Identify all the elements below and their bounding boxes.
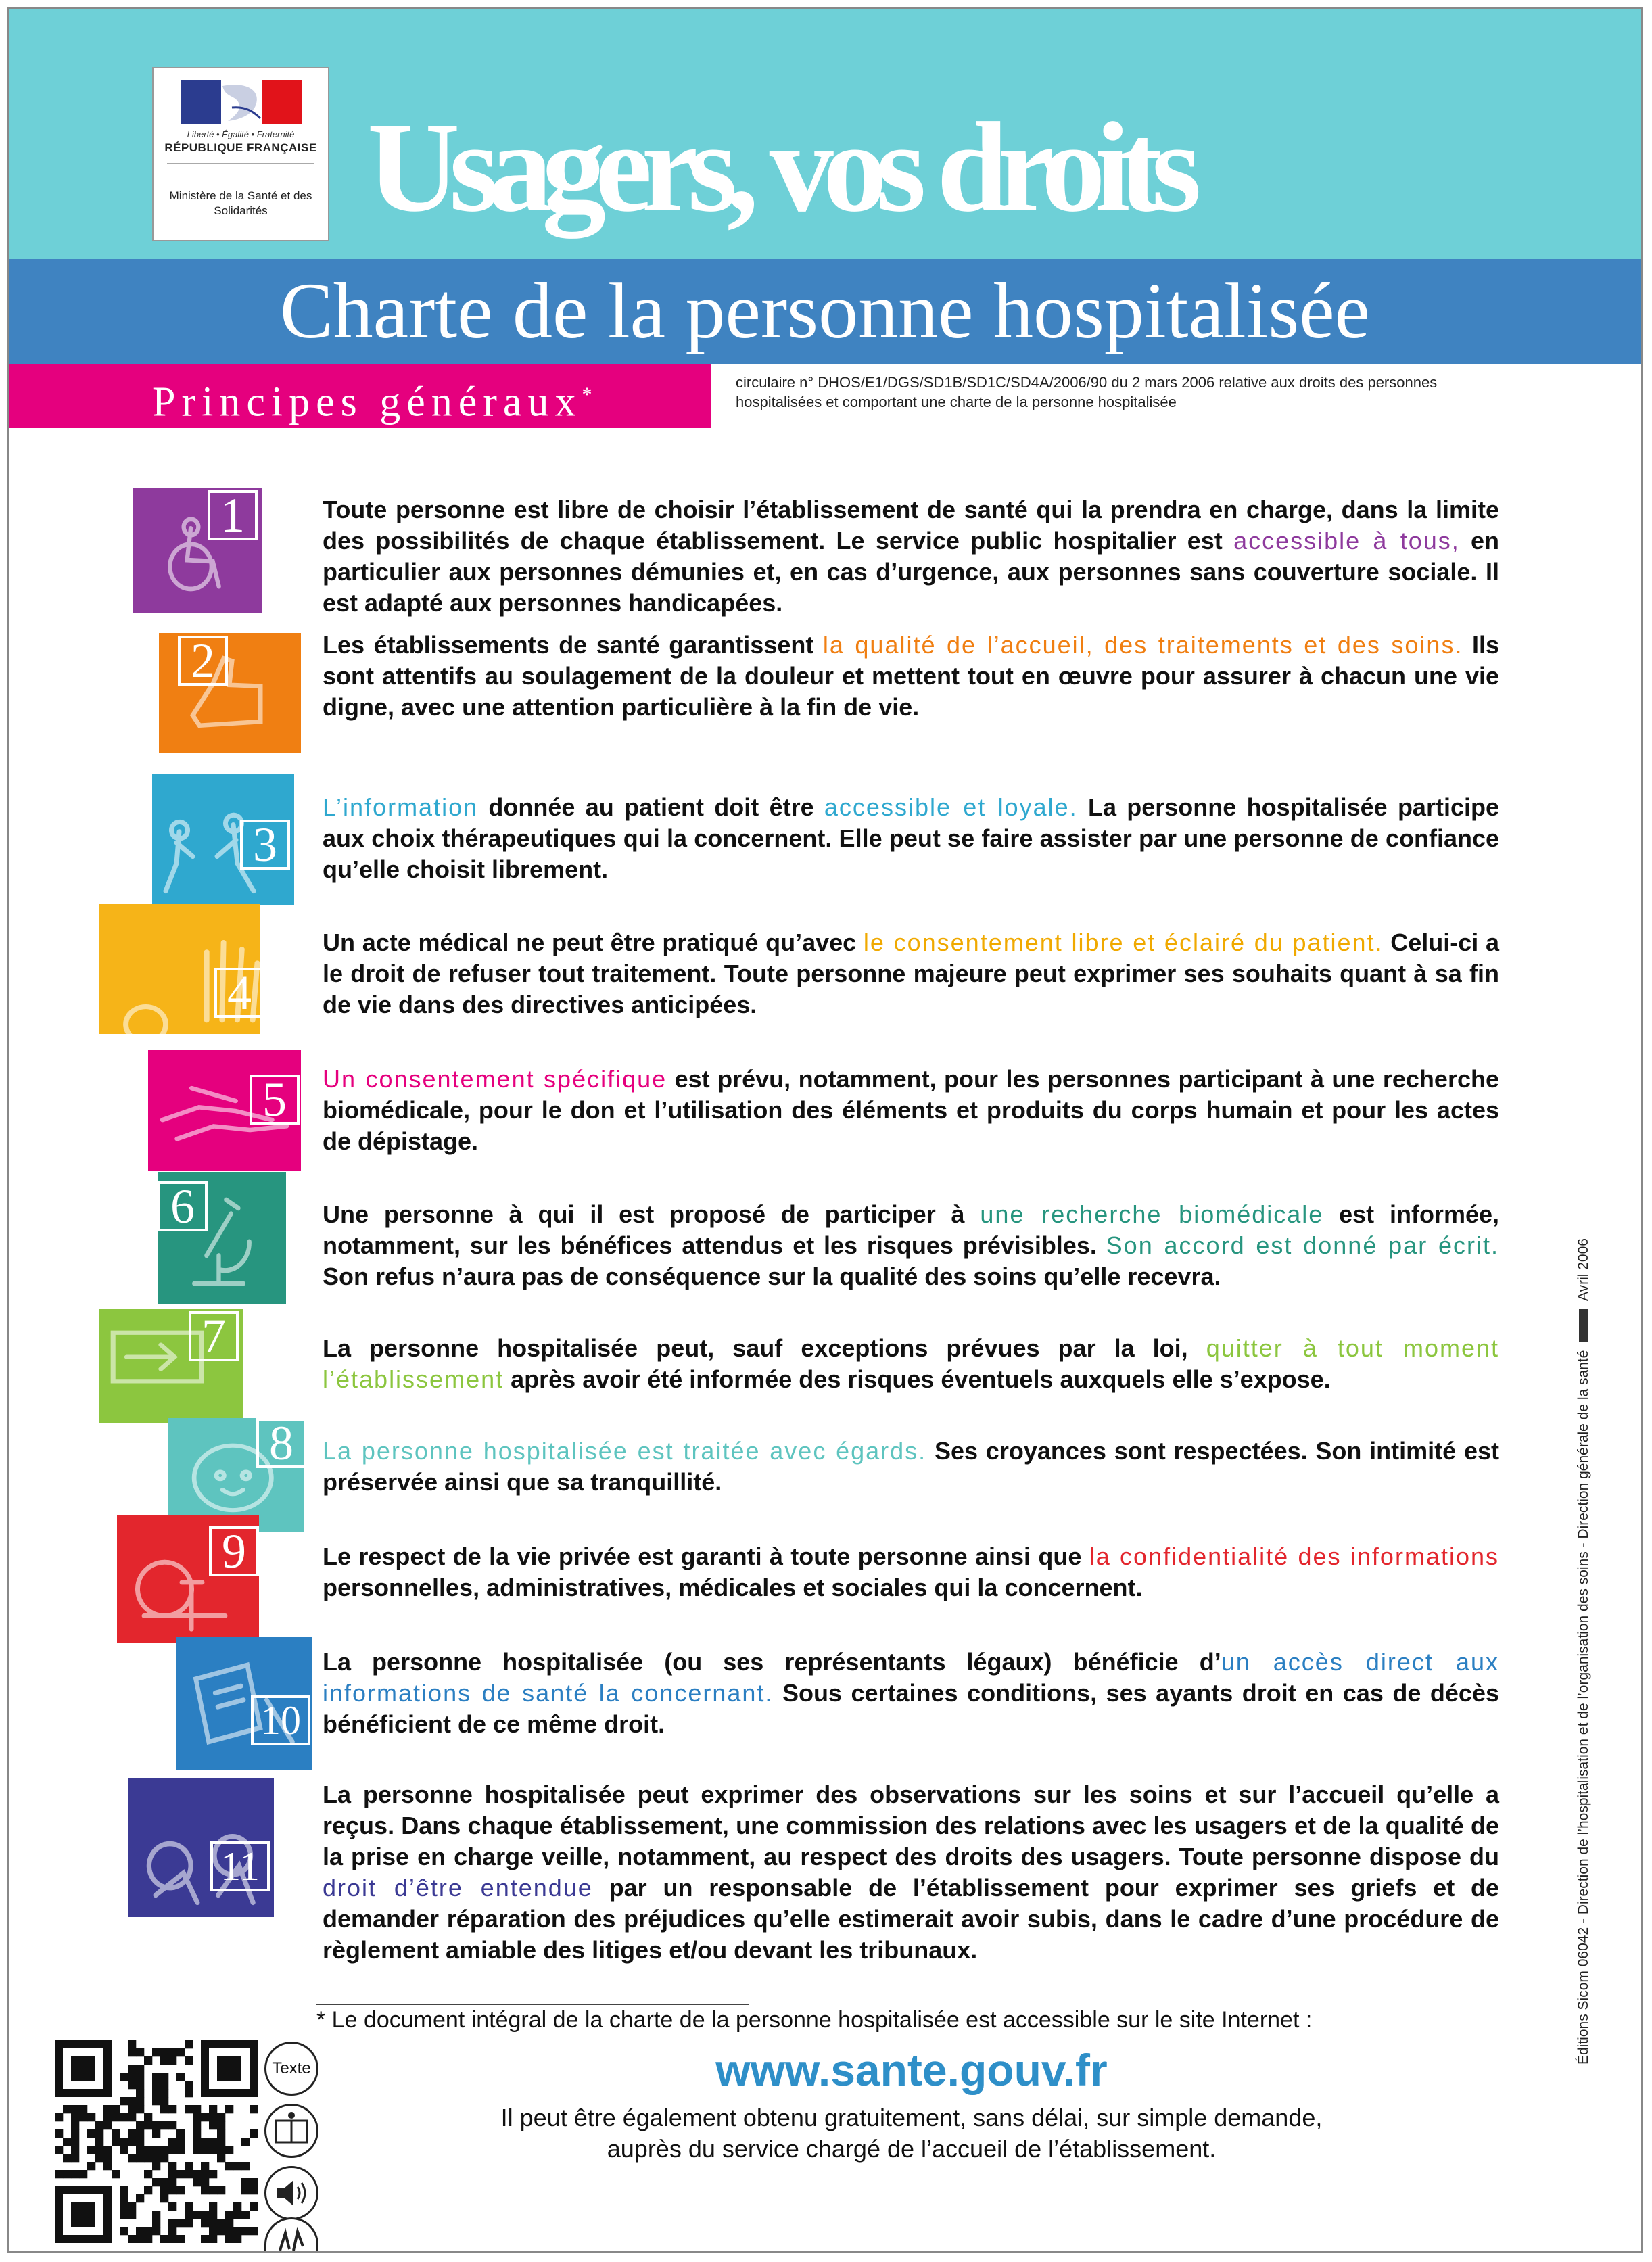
highlighted-phrase: Un consentement spécifique [323,1065,667,1093]
principle-phrase: Un acte médical ne peut être pratiqué qu’avec [323,928,864,956]
principle-1-text [323,494,1499,619]
principle-number: 5 [250,1075,300,1125]
people-talking-icon [152,774,294,905]
principle-phrase: La personne hospitalisée peut exprimer des observations sur les soins et sur l’accueil qu’elle a reçus. Dans chaque établissement, une commission des relations avec les usagers et de la qualité de la prise en charge veille, notamment, au respect des droits des usagers. Toute personne dispose du [323,1781,1499,1870]
logo-republic-name: RÉPUBLIQUE FRANÇAISE [164,141,317,154]
principle-10-text [323,1647,1499,1740]
highlighted-phrase: quitter à tout moment l’établissement [323,1334,1500,1393]
availability-line-2: auprès du service chargé de l’accueil de l’établissement. [607,2135,1217,2163]
finger-on-lips-icon [117,1515,259,1643]
principle-number: 1 [208,490,258,540]
main-title: Usagers, vos droits [367,97,1191,239]
principle-number: 6 [158,1181,208,1231]
principle-phrase: Son refus n’aura pas de conséquence sur la qualité des soins qu’elle recevra. [323,1263,1221,1290]
principle-phrase: Ils sont attentifs au soulagement de la douleur et mettent tout en œuvre pour assurer à chacun une vie digne, avec une attention particulière à la fin de vie. [323,631,1499,721]
principle-phrase: La personne hospitalisée participe aux choix thérapeutiques qui la concernent. Elle peut se faire assister par une personne de confiance qu’elle choisit librement. [323,793,1499,883]
highlighted-phrase: accessible et loyale. [824,793,1078,821]
braille-book-icon [264,2104,318,2158]
principle-phrase: personnelles, administratives, médicales et sociales qui la concernent. [323,1574,1143,1601]
principle-7-text [323,1333,1499,1395]
highlighted-phrase: un accès direct aux informations de santé la concernant. [323,1648,1499,1707]
logo-separator [167,163,314,164]
principle-number: 9 [209,1526,259,1576]
speaker-icon [264,2166,318,2220]
principle-number: 7 [189,1311,239,1361]
credit-logo [1579,1309,1588,1342]
principle-phrase: La personne hospitalisée (ou ses représentants légaux) bénéficie d’ [323,1648,1221,1676]
principle-phrase: après avoir été informée des risques éventuels auxquels elle s’expose. [504,1365,1331,1393]
highlighted-phrase: L’information [323,793,479,821]
credit-date: Avril 2006 [1576,1238,1591,1302]
availability-note [316,2102,1507,2165]
text-icon [264,2042,318,2096]
credit-text: Éditions Sicom 06042 - Direction de l’hospitalisation et de l’organisation des soins - Direction générale de la santé [1576,1350,1591,2065]
principle-number: 4 [214,968,264,1018]
principle-phrase: La personne hospitalisée peut, sauf exceptions prévues par la loi, [323,1334,1206,1362]
principle-11-text [323,1779,1499,1966]
principle-number: 2 [178,636,228,686]
microscope-icon [158,1172,286,1304]
principles-label: Principes généraux [152,379,582,425]
principle-phrase: Une personne à qui il est proposé de participer à [323,1200,981,1228]
highlighted-phrase: accessible à tous, [1233,527,1460,555]
principle-phrase: Celui-ci a le droit de refuser tout traitement. Toute personne majeure peut exprimer ses souhaits quant à sa fin de vie dans des directives anticipées. [323,928,1499,1018]
highlighted-phrase: Son accord est donné par écrit. [1106,1231,1499,1259]
charter-poster [7,7,1643,2253]
principle-phrase: Ses croyances sont respectées. Son intimité est préservée ainsi que sa tranquillité. [323,1437,1499,1496]
principles-footnote-mark: * [582,383,592,406]
documents-icon [176,1637,312,1770]
principle-9-text [323,1541,1499,1603]
text-version-label: Texte [272,2059,311,2077]
logo-motto: Liberté • Égalité • Fraternité [187,129,295,139]
principle-phrase: en particulier aux personnes démunies et, en cas d’urgence, aux personnes sans couverture sociale. Il est adapté aux personnes handicapées. [323,527,1500,617]
thumbs-up-icon [159,633,301,753]
highlighted-phrase: droit d’être entendue [323,1874,593,1902]
sign-language-icon [264,2217,318,2253]
footnote: * Le document intégral de la charte de la personne hospitalisée est accessible sur le site Internet : [316,2007,1313,2033]
raised-hand-icon [99,904,260,1034]
marianne-flag-icon [181,80,302,124]
face-in-circle-icon [168,1418,304,1532]
principle-phrase: donnée au patient doit être [478,793,824,821]
qr-code-icon[interactable] [55,2040,258,2243]
wheelchair-icon [133,488,262,613]
principle-phrase: Les établissements de santé garantissent [323,631,823,659]
principle-phrase: Toute personne est libre de choisir l’établissement de santé qui la prendra en charge, dans la limite des possibilités de chaque établissement. Le service public hospitalier est [323,496,1499,555]
principle-6-text [323,1199,1499,1292]
speaking-faces-icon [128,1778,274,1917]
principles-heading [152,371,592,427]
highlighted-phrase: une recherche biomédicale [980,1200,1324,1228]
principle-phrase: Le respect de la vie privée est garanti à toute personne ainsi que [323,1542,1089,1570]
edition-credit [1576,1238,1592,2065]
footnote-rule [316,2004,749,2005]
website-link[interactable]: www.sante.gouv.fr [715,2045,1108,2095]
principle-number: 3 [240,820,290,870]
logo-ministry-name: Ministère de la Santé et des Solidarités [169,189,312,217]
republique-francaise-logo [152,67,329,241]
highlighted-phrase: la confidentialité des informations [1089,1542,1499,1570]
principle-phrase: Sous certaines conditions, ses ayants droit en cas de décès bénéficient de ce même droit. [323,1679,1499,1738]
highlighted-phrase: le consentement libre et éclairé du patient. [863,928,1384,956]
principle-5-text [323,1064,1499,1157]
principle-number: 8 [256,1418,306,1468]
highlighted-phrase: La personne hospitalisée est traitée avec égards. [323,1437,927,1465]
principle-4-text [323,927,1499,1020]
highlighted-phrase: la qualité de l’accueil, des traitements et des soins. [822,631,1463,659]
availability-line-1: Il peut être également obtenu gratuitement, sans délai, sur simple demande, [500,2104,1323,2131]
exit-sign-icon [99,1309,243,1423]
principle-number: 11 [210,1841,270,1891]
principle-3-text [323,792,1499,885]
charter-subtitle: Charte de la personne hospitalisée [279,266,1371,355]
principle-phrase: est informée, notamment, sur les bénéfices attendus et les risques prévisibles. [323,1200,1500,1259]
principle-8-text [323,1436,1499,1498]
principle-phrase: par un responsable de l’établissement pour exprimer ses griefs et de demander réparation des préjudices qu’elle estimerait avoir subis, dans le cadre d’une procédure de règlement amiable des litiges et/ou devant les tribunaux. [323,1874,1500,1964]
handshake-icon [148,1050,301,1171]
principle-phrase: est prévu, notamment, pour les personnes participant à une recherche biomédicale, pour le don et l’utilisation des éléments et produits du corps humain et pour les actes de dépistage. [323,1065,1499,1155]
principle-number: 10 [251,1695,310,1745]
circular-reference: circulaire n° DHOS/E1/DGS/SD1B/SD1C/SD4A/2006/90 du 2 mars 2006 relative aux droits des personnes hospitalisées et comportant une charte de la personne hospitalisée [736,374,1438,410]
principle-2-text [323,630,1499,723]
